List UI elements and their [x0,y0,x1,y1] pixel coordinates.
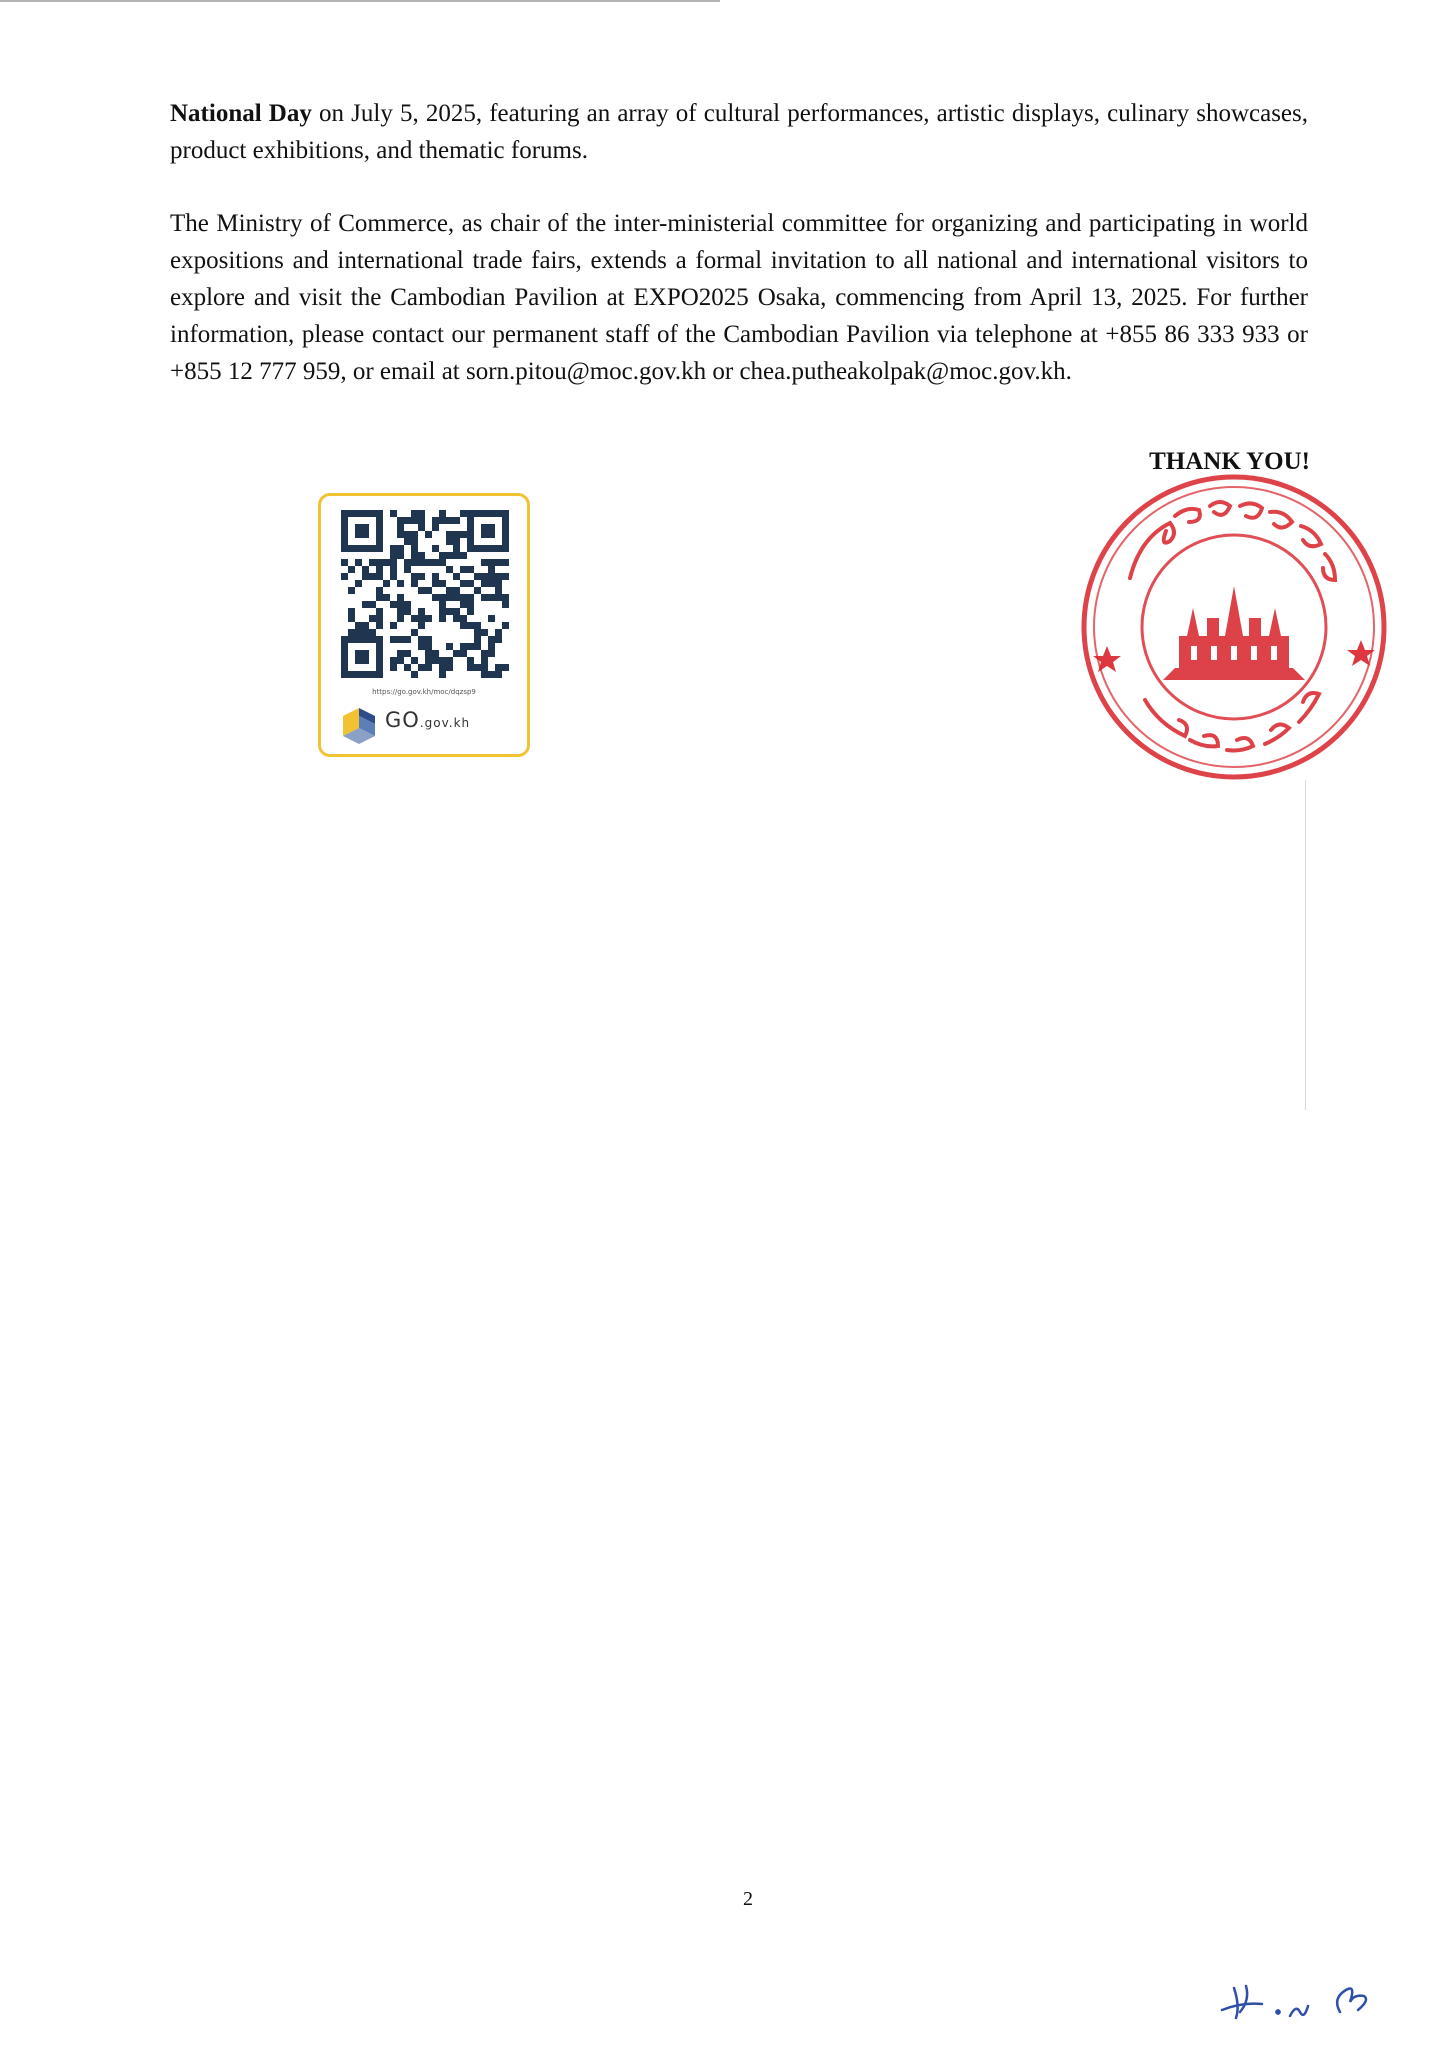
ministry-seal-icon [1075,468,1393,786]
paragraph-national-day [170,95,1308,169]
go-brand-suffix: .gov.kh [419,716,471,730]
go-gov-kh-brand [385,708,470,732]
go-brand-main: GO [385,708,420,732]
qr-code-card[interactable] [318,493,530,757]
scan-edge-line [1305,780,1306,1110]
handwritten-initials [1212,1968,1392,2028]
paragraph-text: on July 5, 2025, featuring an array of cultural performances, artistic displays, culinary showcases, product exhibitions, and thematic forums. [170,100,1308,164]
page-number: 2 [743,1888,753,1910]
closing-thank-you: THANK YOU! [1149,448,1310,475]
scan-top-line [0,0,720,2]
paragraph-bold-lead: National Day [170,100,312,127]
go-gov-kh-logo-icon [339,702,383,746]
qr-url-text: https://go.gov.kh/moc/dqzsp9 [372,688,476,696]
qr-code-icon[interactable] [341,510,509,678]
paragraph-invitation: The Ministry of Commerce, as chair of the inter-ministerial committee for organizing and participating in world expositions and international trade fairs, extends a formal invitation to all national and international visitors to explore and visit the Cambodian Pavilion at EXPO2025 Osaka, commencing from April 13, 2025. For further information, please contact our permanent staff of the Cambodian Pavilion via telephone at +855 86 333 933 or +855 12 777 959, or email at sorn.pitou@moc.gov.kh or chea.putheakolpak@moc.gov.kh. [170,210,1308,385]
